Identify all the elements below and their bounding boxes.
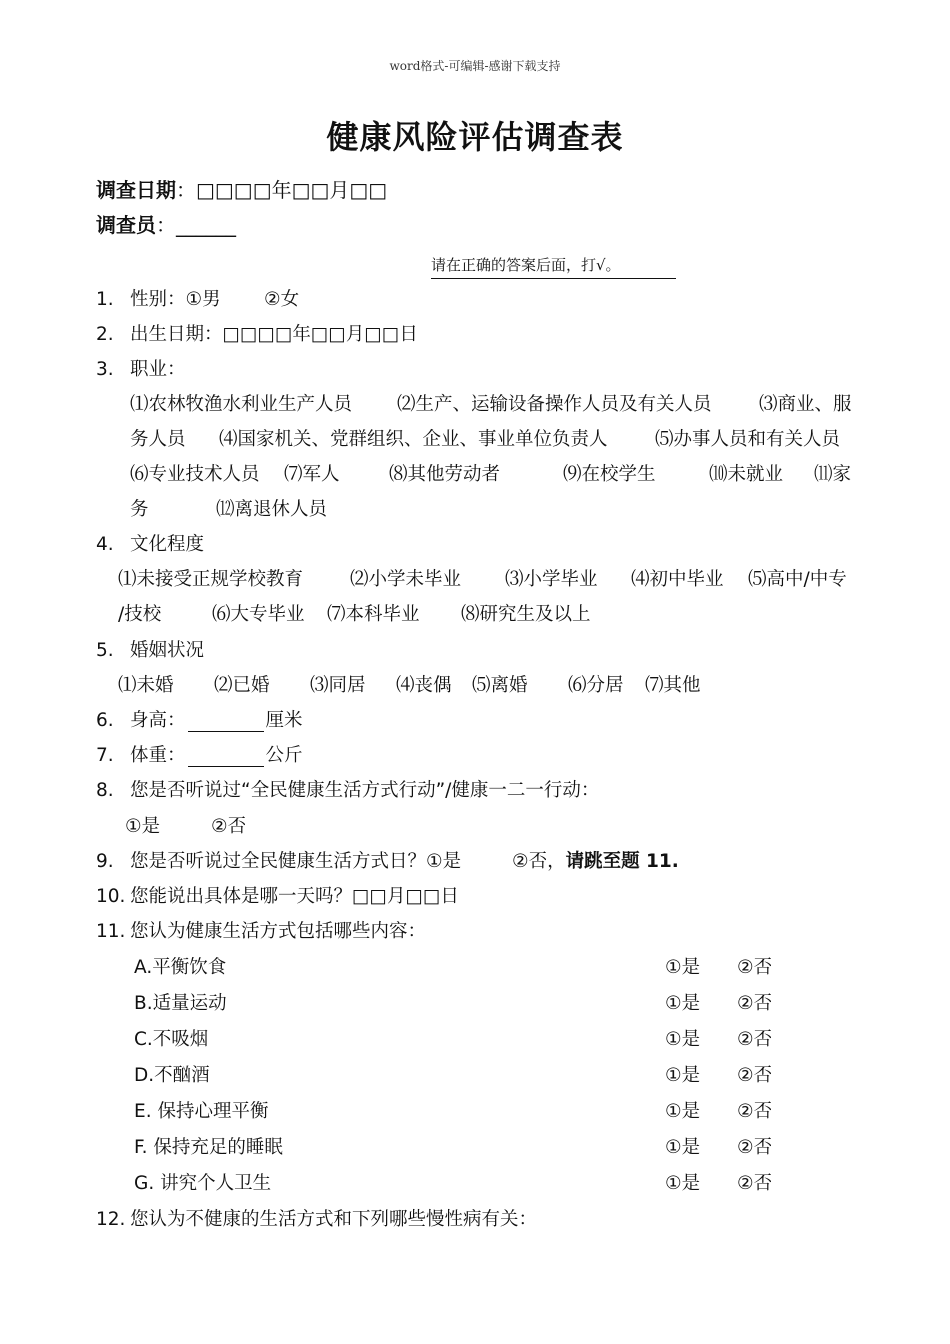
q4-option-6[interactable]: ⑹大专毕业 — [212, 604, 305, 625]
survey-date-value: ：□□□□年□□月□□ — [176, 178, 388, 202]
survey-date-label: 调查日期 — [96, 178, 176, 202]
question-number: 2. — [96, 324, 114, 345]
question-5 — [96, 636, 204, 662]
page-header: word格式-可编辑-感谢下载支持 — [389, 59, 561, 73]
q4-option-8[interactable]: ⑻研究生及以上 — [461, 604, 591, 625]
question-text: 您认为健康生活方式包括哪些内容： — [130, 921, 427, 942]
question-12 — [96, 1205, 537, 1231]
q5-option-1[interactable]: ⑴未婚 — [118, 675, 174, 696]
weight-unit: 公斤 — [265, 745, 303, 766]
question-number: 12. — [96, 1209, 126, 1230]
question-7 — [96, 741, 303, 767]
q11-item-c: C.不吸烟 — [134, 1029, 209, 1050]
q11-b-yes[interactable]: ①是 — [665, 993, 701, 1014]
q3-option-12[interactable]: ⑿离退休人员 — [216, 499, 328, 520]
question-text: 出生日期：□□□□年□□月□□日 — [130, 324, 418, 345]
q5-option-4[interactable]: ⑷丧偶 — [396, 675, 452, 696]
question-10 — [96, 882, 459, 908]
question-text: 您是否听说过“全民健康生活方式行动”/健康一二一行动： — [130, 780, 600, 801]
question-8 — [96, 776, 599, 802]
q3-option-8[interactable]: ⑻其他劳动者 — [389, 464, 501, 485]
surveyor — [96, 209, 236, 238]
q11-c-no[interactable]: ②否 — [737, 1029, 773, 1050]
question-text: 您是否听说过全民健康生活方式日？①是 — [130, 851, 462, 872]
question-9 — [96, 847, 461, 873]
question-number: 7. — [96, 745, 114, 766]
question-text: 职业： — [130, 359, 186, 380]
q4-option-5[interactable]: ⑸高中/中专 — [748, 569, 847, 590]
q4-option-1[interactable]: ⑴未接受正规学校教育 — [118, 569, 304, 590]
question-number: 3. — [96, 359, 114, 380]
surveyor-label: 调查员 — [96, 213, 156, 237]
q11-a-yes[interactable]: ①是 — [665, 957, 701, 978]
question-text: 婚姻状况 — [130, 640, 205, 661]
q11-item-g: G. 讲究个人卫生 — [134, 1173, 272, 1194]
q5-option-3[interactable]: ⑶同居 — [310, 675, 366, 696]
q3-option-6[interactable]: ⑹专业技术人员 — [130, 464, 260, 485]
question-6 — [96, 706, 303, 732]
question-number: 5. — [96, 640, 114, 661]
q8-option-yes[interactable]: ①是 — [125, 816, 161, 837]
question-number: 1. — [96, 289, 114, 310]
q5-option-2[interactable]: ⑵已婚 — [214, 675, 270, 696]
q11-e-yes[interactable]: ①是 — [665, 1101, 701, 1122]
question-number: 10. — [96, 886, 126, 907]
q5-option-7[interactable]: ⑺其他 — [645, 675, 701, 696]
q9-option-no[interactable] — [512, 847, 679, 873]
q11-f-no[interactable]: ②否 — [737, 1137, 773, 1158]
q3-option-7[interactable]: ⑺军人 — [284, 464, 340, 485]
question-4 — [96, 530, 204, 556]
q3-option-4[interactable]: ⑷国家机关、党群组织、企业、事业单位负责人 — [219, 429, 608, 450]
height-input[interactable] — [188, 711, 264, 732]
q11-item-b: B.适量运动 — [134, 993, 227, 1014]
q11-item-e: E. 保持心理平衡 — [134, 1101, 269, 1122]
height-label: 身高： — [130, 710, 186, 731]
question-text: 性别：①男 — [130, 289, 221, 310]
question-number: 8. — [96, 780, 114, 801]
question-number: 11. — [96, 921, 126, 942]
q8-option-no[interactable]: ②否 — [211, 816, 247, 837]
q11-g-yes[interactable]: ①是 — [665, 1173, 701, 1194]
question-11 — [96, 917, 426, 943]
q11-c-yes[interactable]: ①是 — [665, 1029, 701, 1050]
q11-g-no[interactable]: ②否 — [737, 1173, 773, 1194]
page-title: 健康风险评估调查表 — [326, 118, 624, 156]
question-text: 您能说出具体是哪一天吗？□□月□□日 — [130, 886, 459, 907]
q11-d-yes[interactable]: ①是 — [665, 1065, 701, 1086]
q11-b-no[interactable]: ②否 — [737, 993, 773, 1014]
q9-skip-note: 请跳至题 11. — [565, 851, 679, 872]
q11-item-f: F. 保持充足的睡眠 — [134, 1137, 283, 1158]
question-number: 9. — [96, 851, 114, 872]
q3-option-9[interactable]: ⑼在校学生 — [563, 464, 656, 485]
height-unit: 厘米 — [265, 710, 303, 731]
q4-option-2[interactable]: ⑵小学未毕业 — [350, 569, 462, 590]
q4-option-4[interactable]: ⑷初中毕业 — [631, 569, 724, 590]
q4-option-3[interactable]: ⑶小学毕业 — [505, 569, 598, 590]
q11-a-no[interactable]: ②否 — [737, 957, 773, 978]
q11-e-no[interactable]: ②否 — [737, 1101, 773, 1122]
question-number: 6. — [96, 710, 114, 731]
question-text: 文化程度 — [130, 534, 205, 555]
instruction: 请在正确的答案后面，打√。 — [431, 254, 676, 279]
q3-option-10[interactable]: ⑽未就业 — [709, 464, 784, 485]
q3-option-1[interactable]: ⑴农林牧渔水利业生产人员 — [130, 394, 353, 415]
q11-item-a: A.平衡饮食 — [134, 957, 227, 978]
q3-option-11-cont: 务 — [130, 499, 149, 520]
question-text: 您认为不健康的生活方式和下列哪些慢性病有关： — [130, 1209, 538, 1230]
surveyor-value: ：______ — [156, 213, 236, 237]
q3-option-2[interactable]: ⑵生产、运输设备操作人员及有关人员 — [397, 394, 712, 415]
q5-option-6[interactable]: ⑹分居 — [568, 675, 624, 696]
q3-option-5[interactable]: ⑸办事人员和有关人员 — [655, 429, 841, 450]
question-number: 4. — [96, 534, 114, 555]
question-2 — [96, 320, 418, 346]
q5-option-5[interactable]: ⑸离婚 — [472, 675, 528, 696]
q3-option-3-cont: 务人员 — [130, 429, 186, 450]
q3-option-11[interactable]: ⑾家 — [814, 464, 852, 485]
q11-d-no[interactable]: ②否 — [737, 1065, 773, 1086]
question-1 — [96, 285, 221, 311]
q1-option-female[interactable]: ②女 — [264, 289, 300, 310]
weight-label: 体重： — [130, 745, 186, 766]
q9-no-label: ②否， — [512, 851, 566, 872]
question-3 — [96, 355, 186, 381]
q11-f-yes[interactable]: ①是 — [665, 1137, 701, 1158]
q4-option-7[interactable]: ⑺本科毕业 — [327, 604, 420, 625]
q3-option-3[interactable]: ⑶商业、服 — [759, 394, 852, 415]
survey-date — [96, 174, 387, 203]
weight-input[interactable] — [188, 746, 264, 767]
q4-option-5-cont: /技校 — [118, 604, 162, 625]
q11-item-d: D.不酗酒 — [134, 1065, 210, 1086]
